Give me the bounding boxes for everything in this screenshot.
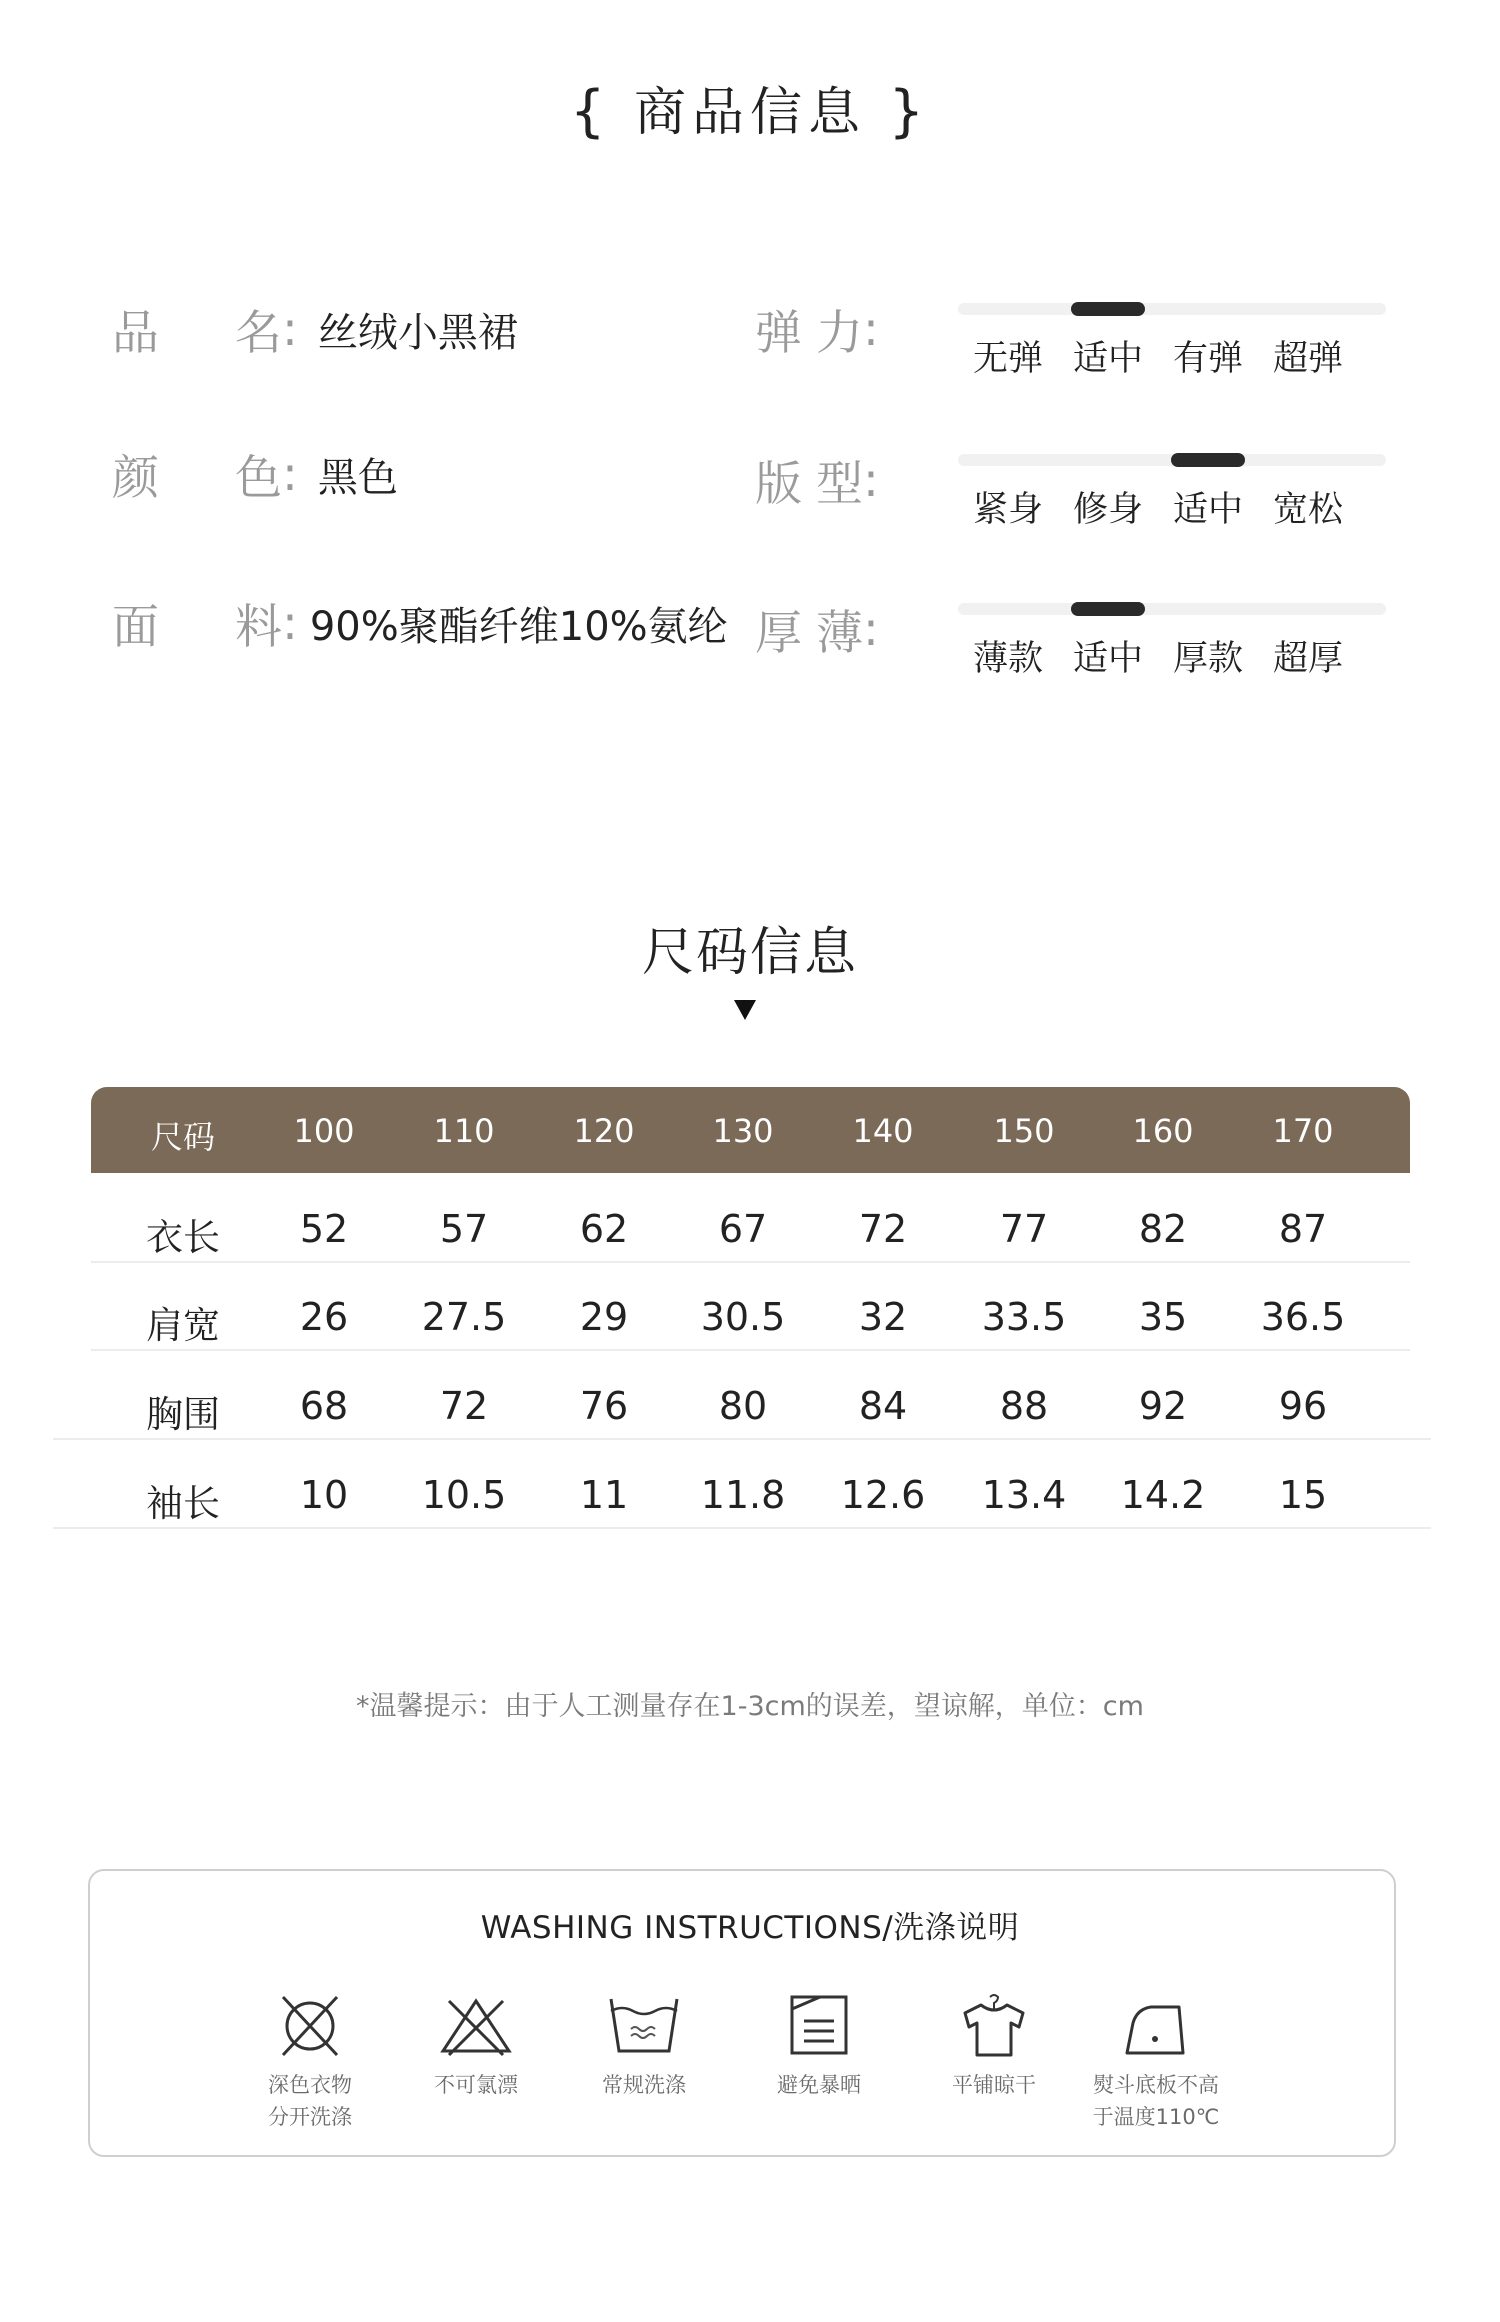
size-cell: 14.2 (1120, 1473, 1206, 1517)
size-cell: 36.5 (1260, 1295, 1346, 1339)
size-cell: 77 (999, 1207, 1049, 1251)
scale-row-fit (755, 447, 879, 514)
scale-option: 修身 (1072, 490, 1143, 530)
size-cell: 62 (579, 1207, 629, 1251)
wash-item (919, 1993, 1069, 2101)
size-header-cell: 100 (293, 1112, 355, 1150)
wash-label-line: 分开洗涤 (268, 2105, 352, 2129)
size-cell: 35 (1138, 1295, 1188, 1339)
wash-label (401, 2069, 551, 2101)
scale-thickness (958, 603, 1386, 679)
scale-colon: : (863, 453, 879, 508)
scale-indicator (1071, 302, 1145, 316)
wash-item (235, 1993, 385, 2133)
attr-label-char: 品 (112, 306, 159, 361)
scale-label (755, 596, 863, 663)
size-header-cell: 130 (712, 1112, 774, 1150)
attr-label-char: 名 (235, 306, 282, 361)
scale-option: 适中 (1072, 339, 1143, 379)
size-cell: 84 (858, 1384, 908, 1428)
scale-label (755, 447, 863, 514)
scale-row-elasticity (755, 296, 879, 363)
size-cell: 12.6 (840, 1473, 926, 1517)
size-header-cell: 120 (573, 1112, 635, 1150)
size-cell: 30.5 (700, 1295, 786, 1339)
size-cell: 29 (579, 1295, 629, 1339)
scale-option: 超弹 (1272, 339, 1343, 379)
wash-label (1081, 2069, 1231, 2133)
iron-icon (1117, 1993, 1195, 2059)
washing-title: WASHING INSTRUCTIONS/洗涤说明 (480, 1910, 1020, 1946)
scale-option: 适中 (1172, 490, 1243, 530)
attr-row-fabric (112, 590, 728, 657)
size-header-cell: 150 (993, 1112, 1055, 1150)
wash-item (1081, 1993, 1231, 2133)
size-header-cell: 尺码 (150, 1118, 215, 1156)
scale-option: 厚款 (1172, 639, 1243, 679)
size-cell: 88 (999, 1384, 1049, 1428)
wash-label-line: 平铺晾干 (952, 2073, 1036, 2097)
flat-dry-icon (955, 1993, 1033, 2059)
scale-option: 超厚 (1272, 639, 1343, 679)
row-divider (91, 1261, 1410, 1263)
size-cell: 15 (1278, 1473, 1328, 1517)
scale-label-char: 型 (816, 457, 863, 512)
size-header-cell: 170 (1272, 1112, 1334, 1150)
size-cell: 72 (439, 1384, 489, 1428)
scale-option: 适中 (1072, 639, 1143, 679)
attr-label-char: 颜 (112, 451, 159, 506)
wash-label-line: 深色衣物 (268, 2073, 352, 2097)
scale-option: 有弹 (1172, 339, 1243, 379)
dry-in-shade-icon (780, 1993, 858, 2059)
scale-option: 薄款 (972, 639, 1043, 679)
row-divider (91, 1349, 1410, 1351)
attr-value: 90%聚酯纤维10%氨纶 (309, 604, 728, 650)
size-cell: 13.4 (981, 1473, 1067, 1517)
size-cell: 72 (858, 1207, 908, 1251)
scale-colon: : (863, 302, 879, 357)
size-cell: 10.5 (421, 1473, 507, 1517)
attr-colon: : (282, 596, 298, 651)
size-cell: 27.5 (421, 1295, 507, 1339)
size-cell: 76 (579, 1384, 629, 1428)
no-tumble-dry-icon (271, 1993, 349, 2059)
size-row-label: 胸围 (146, 1393, 220, 1436)
wash-item (401, 1993, 551, 2101)
attr-label-char: 色 (235, 451, 282, 506)
wash-label-line: 熨斗底板不高 (1093, 2073, 1219, 2097)
size-cell: 11.8 (700, 1473, 786, 1517)
scale-label-char: 版 (755, 457, 802, 512)
size-row-label: 衣长 (146, 1216, 220, 1259)
size-cell: 82 (1138, 1207, 1188, 1251)
scale-option: 紧身 (972, 490, 1043, 530)
size-cell: 92 (1138, 1384, 1188, 1428)
size-info-title: 尺码信息 (641, 923, 858, 983)
scale-option: 无弹 (972, 339, 1043, 379)
size-header-cell: 110 (433, 1112, 495, 1150)
title-brace-close: } (888, 79, 931, 144)
no-bleach-icon (437, 1993, 515, 2059)
row-divider (53, 1438, 1431, 1440)
attr-colon: : (282, 302, 298, 357)
size-cell: 32 (858, 1295, 908, 1339)
scale-label (755, 296, 863, 363)
row-divider (53, 1527, 1431, 1529)
size-header-cell: 160 (1132, 1112, 1194, 1150)
attr-label-char: 料 (235, 600, 282, 655)
attr-label (112, 590, 282, 657)
scale-colon: : (863, 602, 879, 657)
wash-label (569, 2069, 719, 2101)
wash-label-line: 避免暴晒 (777, 2073, 861, 2097)
size-cell: 67 (718, 1207, 768, 1251)
wash-label-line: 于温度110℃ (1092, 2105, 1220, 2129)
wash-label-line: 常规洗涤 (602, 2073, 686, 2097)
product-info-title (0, 70, 1500, 145)
size-row-label: 肩宽 (146, 1304, 220, 1347)
attr-row-color (112, 441, 398, 508)
scale-indicator (1071, 602, 1145, 616)
product-info-title-text: 商品信息 (633, 83, 866, 143)
scale-fit (958, 454, 1386, 530)
size-cell: 87 (1278, 1207, 1328, 1251)
wash-tub-icon (605, 1993, 683, 2059)
scale-indicator (1171, 453, 1245, 467)
attr-label-char: 面 (112, 600, 159, 655)
wash-label (744, 2069, 894, 2101)
down-arrow-icon (734, 1000, 756, 1020)
size-cell: 57 (439, 1207, 489, 1251)
size-cell: 96 (1278, 1384, 1328, 1428)
scale-option: 宽松 (1272, 490, 1343, 530)
wash-label (919, 2069, 1069, 2101)
scale-label-char: 厚 (755, 606, 802, 661)
title-brace-open: { (569, 79, 612, 144)
attr-value: 黑色 (317, 455, 398, 501)
scale-label-char: 薄 (816, 606, 863, 661)
scale-row-thickness (755, 596, 879, 663)
wash-label-line: 不可氯漂 (434, 2073, 518, 2097)
attr-value: 丝绒小黑裙 (317, 310, 518, 356)
measurement-tip: *温馨提示：由于人工测量存在1-3cm的误差，望谅解，单位：cm (356, 1691, 1144, 1722)
scale-elasticity (958, 303, 1386, 379)
size-cell: 11 (579, 1473, 629, 1517)
wash-label (235, 2069, 385, 2133)
size-header-cell: 140 (852, 1112, 914, 1150)
attr-row-name (112, 296, 518, 363)
attr-label (112, 441, 282, 508)
size-cell: 52 (299, 1207, 349, 1251)
size-cell: 10 (299, 1473, 349, 1517)
wash-item (744, 1993, 894, 2101)
scale-label-char: 弹 (755, 306, 802, 361)
size-row-label: 袖长 (146, 1482, 220, 1525)
size-cell: 33.5 (981, 1295, 1067, 1339)
scale-label-char: 力 (816, 306, 863, 361)
size-cell: 26 (299, 1295, 349, 1339)
attr-colon: : (282, 447, 298, 502)
size-cell: 80 (718, 1384, 768, 1428)
size-cell: 68 (299, 1384, 349, 1428)
attr-label (112, 296, 282, 363)
wash-item (569, 1993, 719, 2101)
